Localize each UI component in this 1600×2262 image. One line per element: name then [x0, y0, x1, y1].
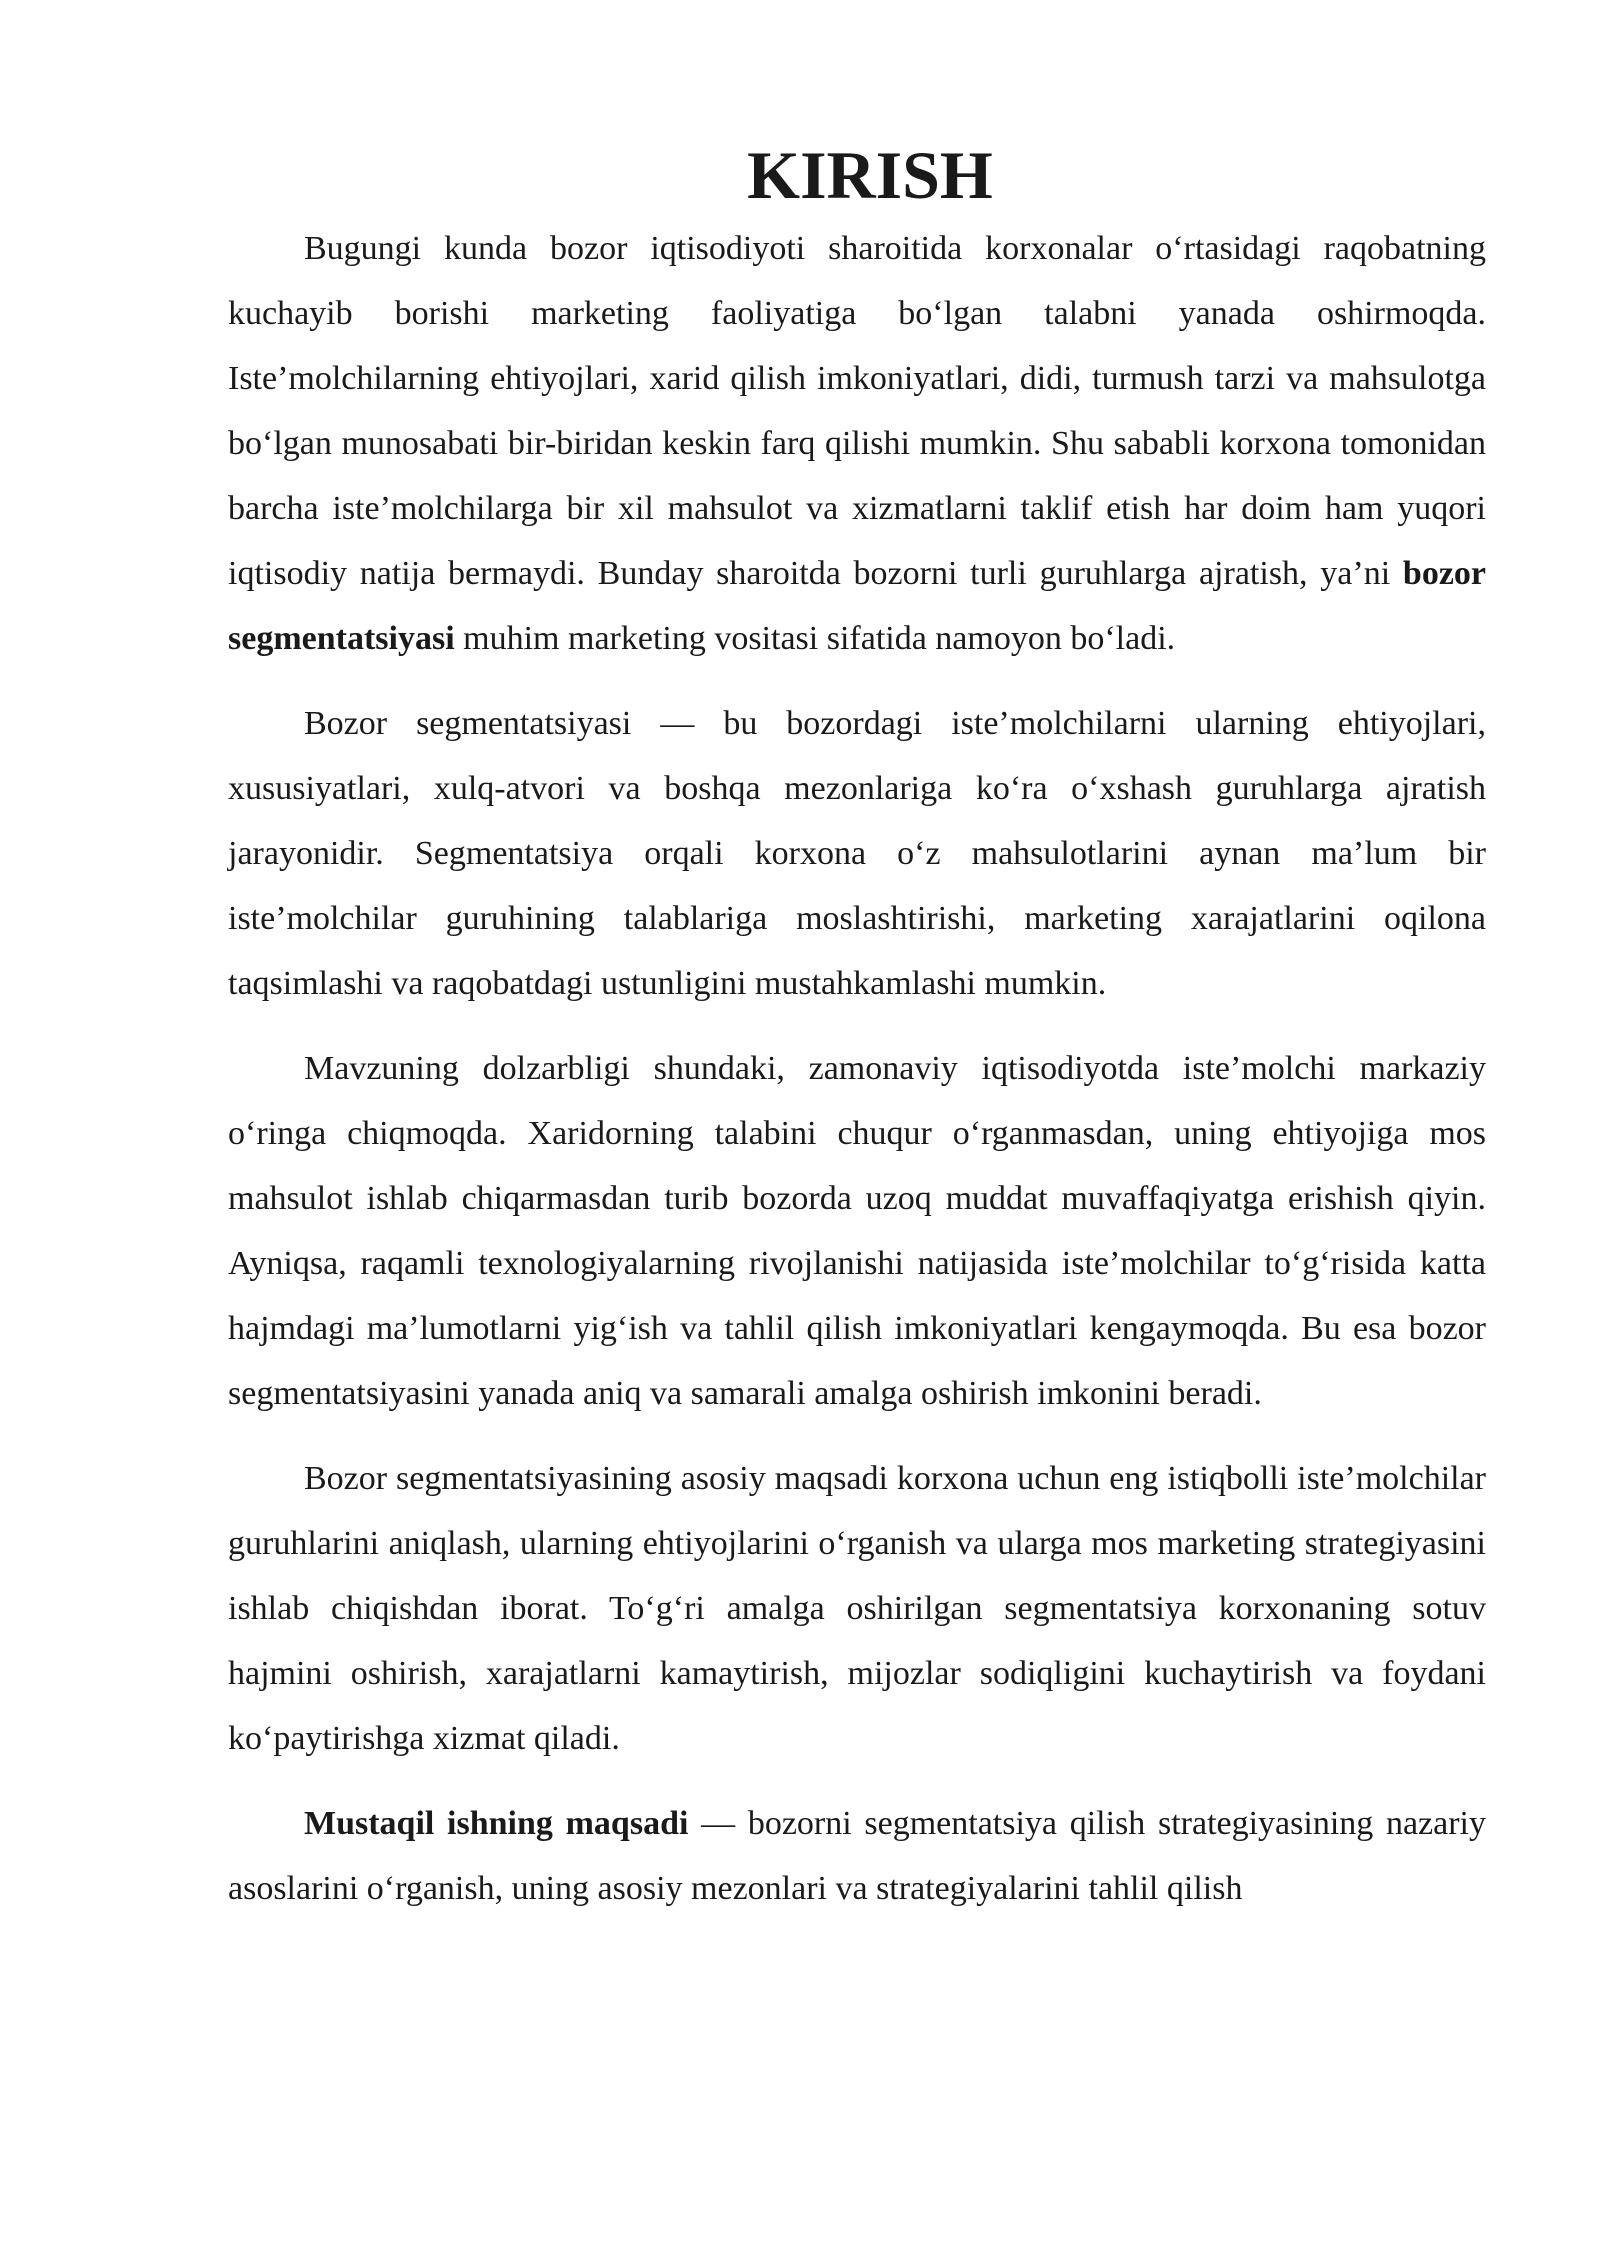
- paragraph-4: [228, 1446, 1486, 1771]
- paragraph-1: [228, 216, 1486, 671]
- paragraph-text: Mavzuning dolzarbligi shundaki, zamonaviy iqtisodiyotda iste’molchi markaziy o‘ringa chiqmoqda. Xaridorning talabini chuqur o‘rganmasdan, uning ehtiyojiga mos mahsulot ishlab chiqarmasdan turib bozorda uzoq muddat muvaffaqiyatga erishish qiyin. Ayniqsa, raqamli texnologiyalarning rivojlanishi natijasida iste’molchilar to‘g‘risida katta hajmdagi ma’lumotlarni yig‘ish va tahlil qilish imkoniyatlari kengaymoqda. Bu esa bozor segmentatsiyasini yanada aniq va samarali amalga oshirish imkonini beradi.: [228, 1050, 1486, 1412]
- paragraph-text: Bozor segmentatsiyasining asosiy maqsadi korxona uchun eng istiqbolli iste’molchilar guruhlarini aniqlash, ularning ehtiyojlarini o‘rganish va ularga mos marketing strategiyasini ishlab chiqishdan iborat. To‘g‘ri amalga oshirilgan segmentatsiya korxonaning sotuv hajmini oshirish, xarajatlarni kamaytirish, mijozlar sodiqligini kuchaytirish va foydani ko‘paytirishga xizmat qiladi.: [228, 1460, 1486, 1757]
- paragraph-text: muhim marketing vositasi sifatida namoyon bo‘ladi.: [454, 620, 1176, 657]
- bold-term: bozor segmentatsiyasi: [228, 555, 1486, 657]
- paragraph-text: Bozor segmentatsiyasi — bu bozordagi iste’molchilarni ularning ehtiyojlari, xususiyatlari, xulq-atvori va boshqa mezonlariga ko‘ra o‘xshash guruhlarga ajratish jarayonidir. Segmentatsiya orqali korxona o‘z mahsulotlarini aynan ma’lum bir iste’molchilar guruhining talablariga moslashtirishi, marketing xarajatlarini oqilona taqsimlashi va raqobatdagi ustunligini mustahkamlashi mumkin.: [228, 705, 1486, 1002]
- paragraph-text: — bozorni segmentatsiya qilish strategiyasining nazariy asoslarini o‘rganish, uning asosiy mezonlari va strategiyalarini tahlil qilish: [228, 1805, 1487, 1907]
- paragraph-2: [228, 691, 1486, 1016]
- paragraph-text: Bugungi kunda bozor iqtisodiyoti sharoitida korxonalar o‘rtasidagi raqobatning kuchayib borishi marketing faoliyatiga bo‘lgan talabni yanada oshirmoqda. Iste’molchilarning ehtiyojlari, xarid qilish imkoniyatlari, didi, turmush tarzi va mahsulotga bo‘lgan munosabati bir-biridan keskin farq qilishi mumkin. Shu sababli korxona tomonidan barcha iste’molchilarga bir xil mahsulot va xizmatlarni taklif etish har doim ham yuqori iqtisodiy natija bermaydi. Bunday sharoitda bozorni turli guruhlarga ajratish, ya’ni: [228, 230, 1486, 592]
- document-title: KIRISH: [747, 137, 993, 213]
- paragraph-3: [228, 1036, 1486, 1426]
- document-page: [228, 137, 1487, 1941]
- paragraph-5: [228, 1791, 1486, 1921]
- bold-term: Mustaqil ishning maqsadi: [304, 1805, 689, 1842]
